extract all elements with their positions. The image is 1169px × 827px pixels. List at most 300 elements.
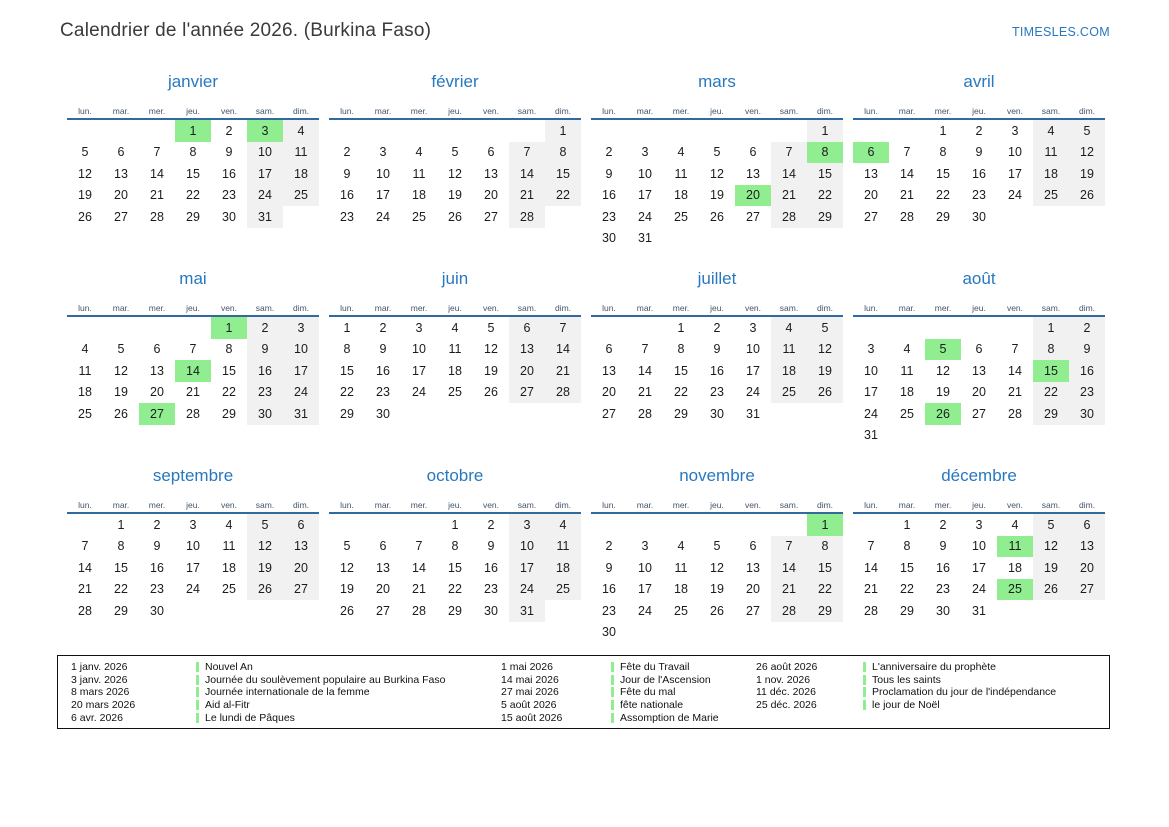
day-cell: 26 [247,579,283,601]
day-cell: 3 [283,317,319,339]
legend-label: Tous les saints [872,673,941,686]
day-cell: 11 [448,342,462,357]
day-cell: 17 [1008,166,1022,181]
weekday-label: mar. [636,106,654,116]
day-cell: 19 [340,582,354,597]
day-cell: 1 [807,514,843,536]
day-cell: 12 [78,166,92,181]
day-cell: 31 [972,603,986,618]
weekday-label: jeu. [972,303,986,313]
day-cell: 27 [972,406,986,421]
day-cell: 2 [225,123,233,138]
day-cell: 23 [710,385,724,400]
day-cell: 11 [674,166,688,181]
day-cell: 4 [415,145,423,160]
weekday-label: dim. [554,500,572,510]
weekday-label: lun. [602,303,616,313]
day-cell: 27 [283,579,319,601]
page-title: Calendrier de l'année 2026. (Burkina Faso) [60,20,432,41]
day-cell: 9 [153,539,161,554]
day-cell: 16 [376,363,390,378]
day-cell: 12 [484,342,498,357]
day-cell: 5 [487,320,495,335]
month-title: mai [179,269,207,288]
day-cell: 21 [412,582,426,597]
day-cell: 17 [638,582,652,597]
day-cell: 19 [710,582,724,597]
day-cell: 10 [864,363,878,378]
day-cell: 9 [1069,339,1105,361]
day-cell: 1 [807,120,843,142]
day-cell: 14 [509,163,545,185]
day-cell: 30 [222,209,236,224]
day-cell: 5 [117,342,125,357]
day-cell: 6 [153,342,161,357]
day-cell: 19 [484,363,498,378]
day-cell: 16 [602,582,616,597]
day-cell: 27 [1069,579,1105,601]
month-title: août [962,269,996,288]
day-cell: 19 [114,385,128,400]
day-cell: 1 [1033,317,1069,339]
day-cell: 30 [150,603,164,618]
empty-cell [401,514,437,536]
weekday-label: mar. [112,500,130,510]
weekday-label: ven. [482,106,500,116]
day-cell: 31 [864,428,878,443]
day-cell: 8 [939,145,947,160]
day-cell: 13 [376,560,390,575]
day-cell: 9 [605,166,613,181]
day-cell: 12 [807,339,843,361]
day-cell: 14 [900,166,914,181]
weekday-label: mar. [898,106,916,116]
empty-cell [699,514,735,536]
day-cell: 17 [972,560,986,575]
legend-label: fête nationale [620,699,684,712]
day-cell: 13 [484,166,498,181]
legend-date: 20 mars 2026 [71,699,136,712]
legend-date: 1 nov. 2026 [756,673,811,686]
weekday-label: mar. [374,500,392,510]
day-cell: 4 [677,539,685,554]
weekday-label: ven. [482,500,500,510]
day-cell: 14 [412,560,426,575]
weekday-label: ven. [1006,500,1024,510]
day-cell: 23 [340,209,354,224]
day-cell: 20 [602,385,616,400]
weekday-label: mar. [636,303,654,313]
day-cell: 25 [900,406,914,421]
day-cell: 3 [867,342,875,357]
day-cell: 17 [864,385,878,400]
legend-label: L'anniversaire du prophète [872,661,997,674]
day-cell: 28 [900,209,914,224]
day-cell: 27 [509,382,545,404]
legend-label: Nouvel An [205,661,253,674]
weekday-label: jeu. [448,303,462,313]
day-cell: 5 [81,145,89,160]
legend-label: Jour de l'Ascension [620,673,711,686]
legend-date: 11 déc. 2026 [756,686,816,699]
day-cell: 8 [343,342,351,357]
day-cell: 7 [1011,342,1019,357]
day-cell: 31 [247,206,283,228]
day-cell: 12 [1033,536,1069,558]
weekday-label: mer. [148,106,166,116]
day-cell: 26 [114,406,128,421]
holiday-marker-bar [863,700,866,710]
empty-cell [889,317,925,339]
day-cell: 24 [283,382,319,404]
empty-cell [473,120,509,142]
legend-label: Aid al-Fitr [205,699,250,712]
empty-cell [509,120,545,142]
day-cell: 15 [900,560,914,575]
day-cell: 12 [247,536,283,558]
empty-cell [365,120,401,142]
empty-cell [663,120,699,142]
day-cell: 7 [415,539,423,554]
day-cell: 24 [186,582,200,597]
day-cell: 14 [864,560,878,575]
weekday-label: jeu. [186,303,200,313]
day-cell: 25 [674,603,688,618]
legend-label: Journée du soulèvement populaire au Burkina Faso [205,673,446,686]
day-cell: 9 [975,145,983,160]
weekday-header-row [329,494,581,514]
day-cell: 26 [340,603,354,618]
day-cell: 28 [412,603,426,618]
holiday-marker-bar [611,675,614,685]
weekday-label: sam. [255,303,275,313]
day-cell: 14 [175,360,211,382]
day-cell: 27 [484,209,498,224]
weekday-label: mar. [898,303,916,313]
weekday-header-row [591,494,843,514]
day-cell: 22 [807,185,843,207]
day-cell: 18 [1033,163,1069,185]
day-cell: 23 [484,582,498,597]
weekday-label: sam. [517,500,537,510]
weekday-label: jeu. [972,106,986,116]
weekday-label: dim. [816,106,834,116]
weekday-label: sam. [1041,500,1061,510]
empty-cell [139,120,175,142]
day-cell: 13 [746,166,760,181]
legend-entry [863,661,1109,673]
holiday-marker-bar [863,675,866,685]
weekday-label: jeu. [972,500,986,510]
month-octobre [329,466,581,663]
day-cell: 4 [771,317,807,339]
day-cell: 10 [509,536,545,558]
weekday-header-row [591,100,843,120]
day-cell: 22 [807,579,843,601]
day-cell: 24 [1008,188,1022,203]
day-cell: 25 [222,582,236,597]
day-cell: 24 [509,579,545,601]
day-cell: 15 [186,166,200,181]
month-juin [329,269,581,466]
holiday-marker-bar [863,687,866,697]
weekday-label: lun. [340,303,354,313]
day-cell: 25 [545,579,581,601]
weekday-label: jeu. [710,500,724,510]
empty-cell [591,317,627,339]
day-cell: 12 [1069,142,1105,164]
day-cell: 16 [150,560,164,575]
day-cell: 29 [1033,403,1069,425]
day-cell: 2 [343,145,351,160]
month-title: mars [698,72,736,91]
day-cell: 1 [211,317,247,339]
day-cell: 17 [412,363,426,378]
day-cell: 20 [735,185,771,207]
day-cell: 11 [771,339,807,361]
day-cell: 9 [939,539,947,554]
day-cell: 29 [340,406,354,421]
day-cell: 14 [638,363,652,378]
day-cell: 14 [771,557,807,579]
legend-date: 3 janv. 2026 [71,673,128,686]
weekday-header-row [67,494,319,514]
empty-cell [591,120,627,142]
day-cell: 4 [1033,120,1069,142]
day-cell: 4 [225,517,233,532]
day-cell: 26 [1069,185,1105,207]
legend-date: 1 mai 2026 [501,661,553,674]
weekday-label: mer. [934,303,952,313]
day-cell: 29 [807,206,843,228]
legend-label: Assomption de Marie [620,711,719,724]
day-cell: 3 [641,145,649,160]
day-cell: 29 [807,600,843,622]
legend-row [71,711,1109,724]
empty-cell [889,120,925,142]
legend-row [71,699,1109,712]
day-cell: 25 [1033,185,1069,207]
empty-cell [103,317,139,339]
month-title: janvier [167,72,219,91]
day-cell: 18 [771,360,807,382]
day-cell: 28 [1008,406,1022,421]
day-cell: 16 [1069,360,1105,382]
site-link[interactable]: TIMESLES.COM [1011,25,1110,39]
legend-date: 26 août 2026 [756,661,818,674]
month-days [67,120,319,228]
day-cell: 15 [545,163,581,185]
day-cell: 2 [939,517,947,532]
month-title: novembre [679,466,755,485]
holiday-marker-bar [611,662,614,672]
legend-entry [863,674,1109,686]
weekday-header-row [67,297,319,317]
day-cell: 4 [1011,517,1019,532]
weekday-label: sam. [779,500,799,510]
day-cell: 1 [451,517,459,532]
day-cell: 10 [638,166,652,181]
day-cell: 8 [545,142,581,164]
day-cell: 14 [1008,363,1022,378]
month-title: octobre [426,466,484,485]
day-cell: 1 [117,517,125,532]
day-cell: 7 [771,536,807,558]
day-cell: 21 [150,188,164,203]
day-cell: 1 [343,320,351,335]
empty-cell [627,317,663,339]
day-cell: 23 [376,385,390,400]
day-cell: 20 [746,582,760,597]
day-cell: 27 [139,403,175,425]
day-cell: 12 [710,560,724,575]
day-cell: 3 [749,320,757,335]
day-cell: 7 [509,142,545,164]
day-cell: 7 [81,539,89,554]
empty-cell [961,317,997,339]
legend-entry [611,712,756,724]
weekday-label: ven. [744,500,762,510]
day-cell: 14 [545,339,581,361]
day-cell: 31 [283,403,319,425]
weekday-label: mar. [112,106,130,116]
day-cell: 25 [448,385,462,400]
month-days [67,317,319,425]
month-title: septembre [152,466,234,485]
day-cell: 2 [975,123,983,138]
day-cell: 12 [448,166,462,181]
day-cell: 6 [1069,514,1105,536]
holiday-marker-bar [863,662,866,672]
day-cell: 17 [247,163,283,185]
day-cell: 28 [771,206,807,228]
day-cell: 26 [484,385,498,400]
legend-date: 6 avr. 2026 [71,711,123,724]
day-cell: 16 [340,188,354,203]
month-days [853,120,1105,228]
weekday-label: sam. [517,303,537,313]
day-cell: 4 [545,514,581,536]
empty-cell [627,514,663,536]
day-cell: 30 [710,406,724,421]
day-cell: 22 [900,582,914,597]
month-days [591,120,843,249]
day-cell: 4 [903,342,911,357]
day-cell: 21 [78,582,92,597]
day-cell: 23 [602,209,616,224]
day-cell: 18 [448,363,462,378]
day-cell: 26 [448,209,462,224]
day-cell: 3 [415,320,423,335]
weekday-label: dim. [816,303,834,313]
day-cell: 21 [186,385,200,400]
day-cell: 5 [343,539,351,554]
day-cell: 5 [247,514,283,536]
weekday-label: lun. [864,303,878,313]
day-cell: 21 [1008,385,1022,400]
weekday-label: dim. [292,106,310,116]
holiday-marker-bar [196,713,199,723]
weekday-label: sam. [1041,303,1061,313]
day-cell: 27 [376,603,390,618]
weekday-label: jeu. [448,106,462,116]
month-days [853,317,1105,446]
day-cell: 23 [222,188,236,203]
day-cell: 20 [114,188,128,203]
empty-cell [627,120,663,142]
day-cell: 23 [247,382,283,404]
day-cell: 15 [807,557,843,579]
day-cell: 14 [78,560,92,575]
day-cell: 19 [807,360,843,382]
day-cell: 9 [605,560,613,575]
day-cell: 26 [807,382,843,404]
day-cell: 3 [975,517,983,532]
legend-row [71,674,1109,687]
day-cell: 11 [545,536,581,558]
day-cell: 28 [78,603,92,618]
empty-cell [67,120,103,142]
day-cell: 31 [746,406,760,421]
day-cell: 6 [509,317,545,339]
day-cell: 12 [340,560,354,575]
day-cell: 22 [114,582,128,597]
month-janvier [67,72,319,269]
empty-cell [925,317,961,339]
day-cell: 10 [638,560,652,575]
weekday-label: lun. [602,106,616,116]
legend-label: le jour de Noël [872,699,940,712]
day-cell: 5 [1033,514,1069,536]
legend-row [71,661,1109,674]
weekday-header-row [67,100,319,120]
day-cell: 1 [903,517,911,532]
empty-cell [997,317,1033,339]
day-cell: 28 [771,600,807,622]
day-cell: 25 [997,579,1033,601]
day-cell: 29 [186,209,200,224]
day-cell: 6 [117,145,125,160]
month-days [329,514,581,622]
day-cell: 21 [771,579,807,601]
day-cell: 3 [1011,123,1019,138]
day-cell: 16 [222,166,236,181]
holiday-marker-bar [611,687,614,697]
weekday-label: lun. [602,500,616,510]
day-cell: 22 [1033,382,1069,404]
day-cell: 27 [864,209,878,224]
weekday-label: sam. [517,106,537,116]
day-cell: 18 [900,385,914,400]
month-avril [853,72,1105,269]
day-cell: 8 [677,342,685,357]
weekday-label: mer. [410,106,428,116]
day-cell: 16 [936,560,950,575]
weekday-label: mer. [410,303,428,313]
day-cell: 19 [78,188,92,203]
day-cell: 17 [186,560,200,575]
day-cell: 15 [222,363,236,378]
day-cell: 15 [936,166,950,181]
day-cell: 15 [674,363,688,378]
day-cell: 15 [340,363,354,378]
day-cell: 10 [746,342,760,357]
day-cell: 21 [545,360,581,382]
weekday-label: ven. [744,106,762,116]
day-cell: 23 [936,582,950,597]
holiday-marker-bar [196,675,199,685]
day-cell: 20 [864,188,878,203]
